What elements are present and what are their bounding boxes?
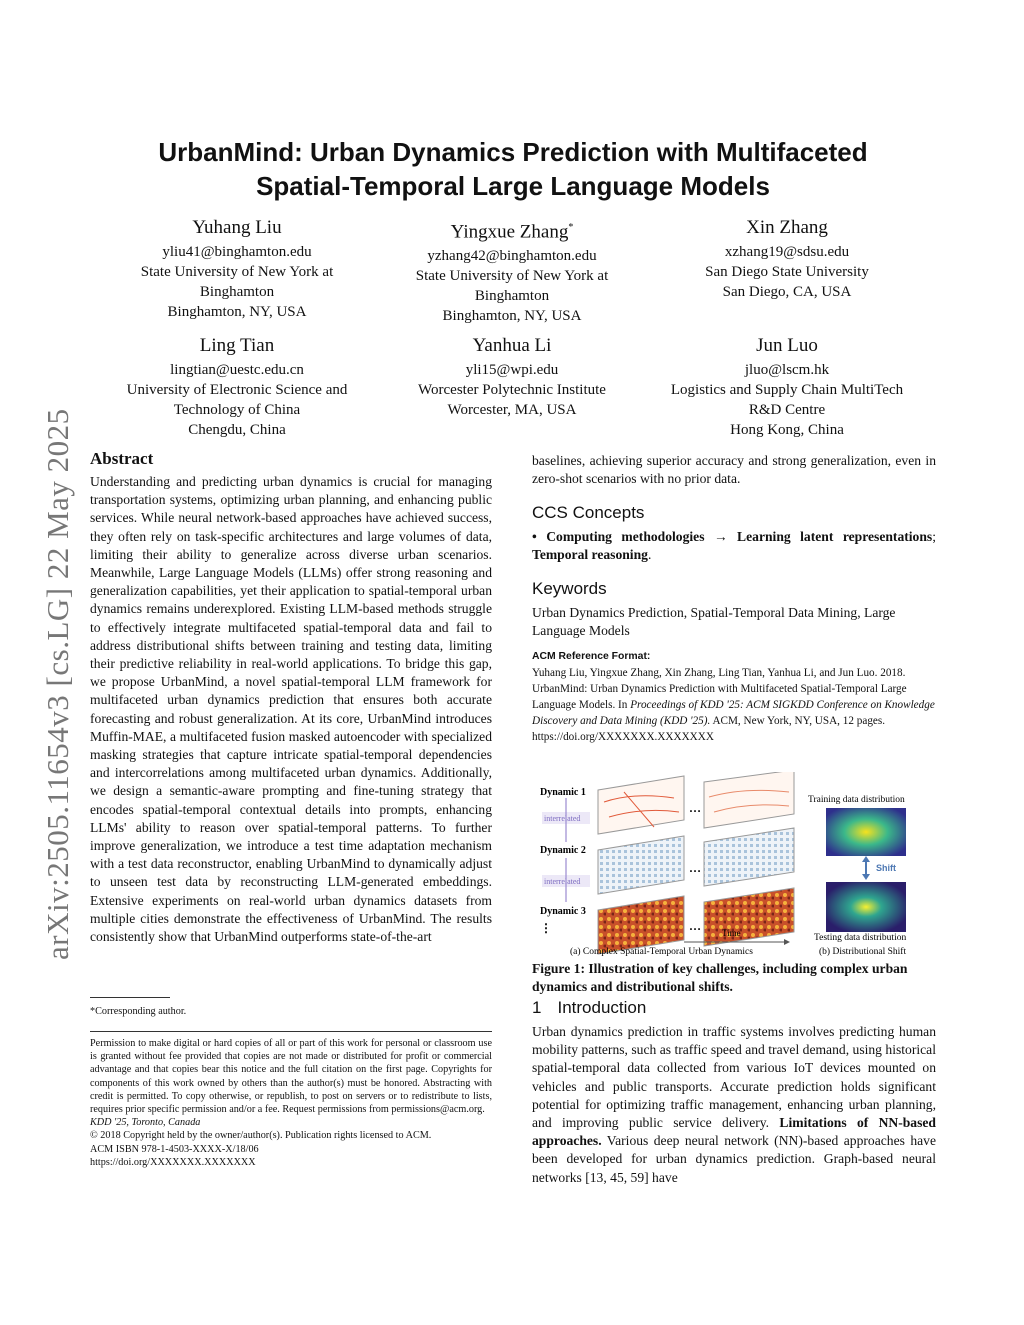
ccs-text: • Computing methodologies → Learning latent representations; Temporal reasoning. <box>532 529 936 563</box>
author-affiliation: Binghamton <box>199 284 275 300</box>
shift-arrow-up-icon <box>862 856 870 862</box>
title-line-2: Spatial-Temporal Large Language Models <box>256 171 770 201</box>
author-affiliation: San Diego State University <box>705 264 869 280</box>
author-block <box>642 216 932 302</box>
interrelated-label: interrelated <box>544 814 581 823</box>
author-block <box>92 216 382 322</box>
author-affiliation: Hong Kong, China <box>730 422 844 438</box>
testing-distribution <box>826 882 906 932</box>
title-line-1: UrbanMind: Urban Dynamics Prediction with Multifaceted <box>158 137 868 167</box>
arxiv-stamp: arXiv:2505.11654v3 [cs.LG] 22 May 2025 <box>40 408 75 960</box>
acm-ref-text: Yuhang Liu, Yingxue Zhang, Xin Zhang, Ling Tian, Yanhua Li, and Jun Luo. 2018. UrbanMind: Urban Dynamics Prediction with Multifaceted Spatial-Temporal Large Language Models. In Proceedings of KDD '25: ACM SIGKDD Conference on Knowledge Discovery and Data Mining (KDD '25). ACM, New York, NY, USA, 12 pages. https://doi.org/XXXXXXX.XXXXXXX <box>532 667 935 743</box>
author-affiliation: R&D Centre <box>748 402 826 418</box>
author-affiliation: State University of New York at <box>415 268 609 285</box>
ellipsis: … <box>689 861 701 875</box>
author-affiliation: Worcester, MA, USA <box>447 402 577 418</box>
author-email: yli15@wpi.edu <box>465 362 559 378</box>
ccs-heading: CCS Concepts <box>532 503 645 522</box>
dynamic-2-label: Dynamic 2 <box>540 845 586 856</box>
interrelated-label: interrelated <box>544 877 581 886</box>
footnote: *Corresponding author. <box>90 1006 187 1017</box>
venue: KDD '25, Toronto, Canada <box>90 1117 201 1129</box>
author-name: Jun Luo <box>756 335 818 356</box>
subcaption-a: (a) Complex Spatial-Temporal Urban Dynamics <box>570 947 753 957</box>
author-affiliation: Binghamton <box>474 288 550 305</box>
permission-rule <box>90 1031 492 1032</box>
map-layer-dynamic-1 <box>598 776 684 834</box>
author-affiliation: Chengdu, China <box>188 422 286 438</box>
time-arrow-icon <box>784 939 790 945</box>
author-name: Yanhua Li <box>472 335 552 356</box>
author-email: xzhang19@sdsu.edu <box>724 244 850 260</box>
figure-1 <box>534 772 934 962</box>
intro-text: Urban dynamics prediction in traffic systems involves predicting human mobility patterns, such as traffic speed and travel demand, using historical spatial-temporal data collected from various IoT devices mounted on vehicles and public transports. Accurate prediction holds significant potential for optimizing traffic management, enhancing urban planning, and improving public service delivery. Limitations of NN-based approaches. Various deep neural network (NN)-based approaches have been developed for urban dynamics prediction. Graph-based neural networks [13, 45, 59] have <box>532 1024 936 1185</box>
author-email: yzhang42@binghamton.edu <box>427 248 597 265</box>
doi-link[interactable]: https://doi.org/XXXXXXX.XXXXXXX <box>90 1156 256 1168</box>
footnote-rule <box>90 997 170 998</box>
author-name: Ling Tian <box>199 335 275 356</box>
grid-layer-dynamic-2 <box>598 836 684 894</box>
abstract-text: Understanding and predicting urban dynamics is crucial for managing transportation systems, optimizing urban planning, and enhancing public services. While neural network-based approaches have achieved success, they often rely on task-specific architectures and large volumes of data, limiting their ability to generalize across diverse urban scenarios. Meanwhile, Large Language Models (LLMs) offer strong reasoning and generalization capabilities, yet their application to spatial-temporal urban dynamics remains underexplored. Existing LLM-based methods struggle to effectively integrate multifaceted spatial-temporal data and fail to address distributional shifts between training and testing data, limiting their predictive reliability in real-world applications. To bridge this gap, we propose UrbanMind, a novel spatial-temporal LLM framework for multifaceted urban dynamics prediction that ensures both accurate forecasting and robust generalization. At its core, UrbanMind introduces Muffin-MAE, a multifaceted fusion masked autoencoder with specialized masking strategies that capture intricate spatial-temporal dependencies and intercorrelations among multifaceted urban dynamics. Additionally, we design a semantic-aware prompting and fine-tuning strategy that encodes spatial-temporal contextual details into prompts, enhancing LLMs' ability to reason over spatial-temporal patterns. To further improve generalization, we introduce a test time adaptation mechanism with a test data reconstructor, enabling UrbanMind to dynamically adjust to unseen test data by reconstructing LLM-generated embeddings. Extensive experiments on real-world urban dynamics datasets from multiple cities demonstrate the effectiveness of UrbanMind. The results consistently show that UrbanMind outperforms state-of-the-art <box>90 474 492 945</box>
author-block <box>642 334 932 440</box>
heat-layer-dynamic-3 <box>704 888 794 946</box>
author-affiliation: Binghamton, NY, USA <box>442 308 582 325</box>
ellipsis: … <box>689 919 701 933</box>
copyright: © 2018 Copyright held by the owner/author(s). Publication rights licensed to ACM. <box>90 1130 432 1142</box>
author-name: Yingxue Zhang* <box>450 221 574 243</box>
author-email: yliu41@binghamton.edu <box>162 244 312 260</box>
heat-layer-dynamic-3 <box>598 896 684 954</box>
vertical-ellipsis: ⋮ <box>540 921 552 935</box>
intro-heading: 1 Introduction <box>532 998 647 1017</box>
author-affiliation: University of Electronic Science and <box>126 382 348 398</box>
author-block <box>367 334 657 420</box>
author-affiliation: Logistics and Supply Chain MultiTech <box>670 382 904 398</box>
author-name: Xin Zhang <box>746 217 828 238</box>
keywords-heading: Keywords <box>532 579 607 598</box>
time-label: Time <box>722 928 741 938</box>
figure-caption: Figure 1: Illustration of key challenges, including complex urban dynamics and distributional shifts. <box>532 961 908 994</box>
author-affiliation: Worcester Polytechnic Institute <box>418 382 606 398</box>
paper-title <box>90 135 936 203</box>
permission-block <box>90 1037 492 1169</box>
figure-illustration <box>534 772 934 962</box>
author-affiliation: Binghamton, NY, USA <box>167 304 307 320</box>
dynamic-3-label: Dynamic 3 <box>540 906 586 917</box>
permission-text: Permission to make digital or hard copies of all or part of this work for personal or classroom use is granted without fee provided that copies are not made or distributed for profit or commercial advantage and that copies bear this notice and the full citation on the first page. Copyrights for components of this work owned by others than the author(s) must be honored. Abstracting with credit is permitted. To copy otherwise, or republish, to post on servers or to redistribute to lists, requires prior specific permission and/or a fee. Request permissions from permissions@acm.org. <box>90 1038 492 1116</box>
ellipsis: … <box>689 801 701 815</box>
acm-ref-heading: ACM Reference Format: <box>532 651 651 662</box>
training-label: Training data distribution <box>808 795 905 805</box>
author-email: lingtian@uestc.edu.cn <box>170 362 304 378</box>
keywords-text: Urban Dynamics Prediction, Spatial-Temporal Data Mining, Large Language Models <box>532 605 896 639</box>
ccs-concept: Temporal reasoning <box>532 547 648 563</box>
grid-layer-dynamic-2 <box>704 828 794 886</box>
testing-label: Testing data distribution <box>814 933 907 943</box>
author-affiliation: Technology of China <box>173 402 301 418</box>
map-layer-dynamic-1 <box>704 772 794 828</box>
abstract-heading: Abstract <box>90 449 154 468</box>
ccs-concept: • Computing methodologies → Learning latent representations <box>532 529 933 544</box>
abstract-section <box>90 449 492 946</box>
subcaption-b: (b) Distributional Shift <box>819 947 907 957</box>
abstract-continued: baselines, achieving superior accuracy and strong generalization, even in zero-shot scenarios with no prior data. <box>532 453 936 487</box>
author-name: Yuhang Liu <box>192 217 282 238</box>
author-block <box>367 216 657 326</box>
author-email: jluo@lscm.hk <box>744 362 830 378</box>
training-distribution <box>826 808 906 856</box>
author-block <box>92 334 382 440</box>
dynamic-1-label: Dynamic 1 <box>540 787 586 798</box>
isbn: ACM ISBN 978-1-4503-XXXX-X/18/06 <box>90 1143 259 1155</box>
shift-arrow-down-icon <box>862 874 870 880</box>
shift-label: Shift <box>876 863 896 873</box>
author-affiliation: State University of New York at <box>140 264 334 280</box>
author-affiliation: San Diego, CA, USA <box>722 284 852 300</box>
